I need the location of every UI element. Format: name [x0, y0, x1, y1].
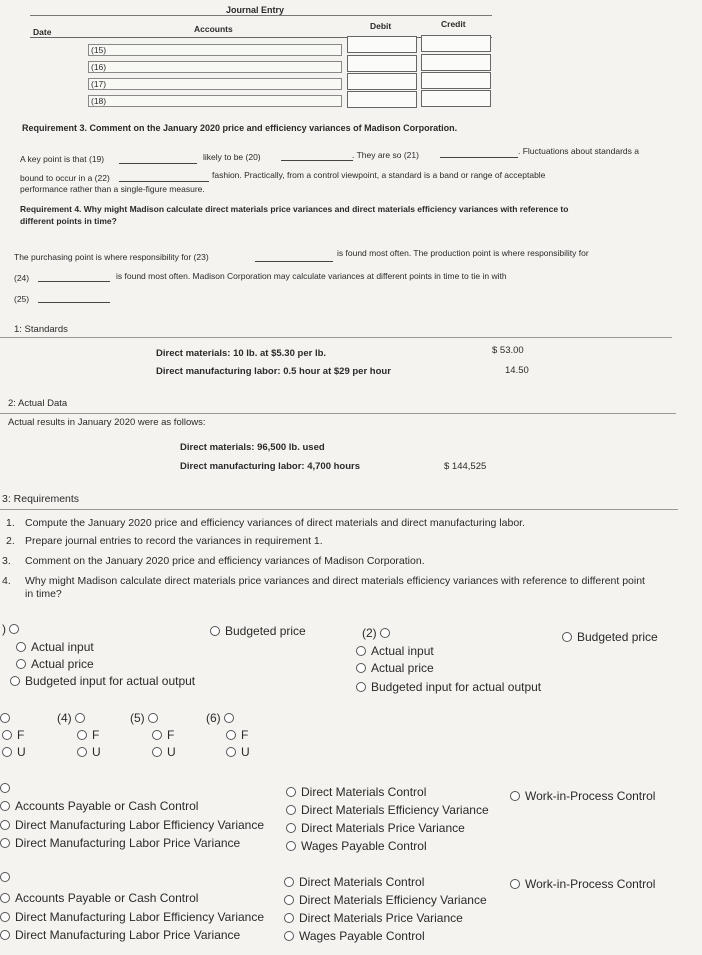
- radio-icon: [0, 801, 10, 811]
- radio-icon: [148, 713, 158, 723]
- radio-icon: [356, 663, 366, 673]
- radio-icon: [152, 747, 162, 757]
- radio-icon: [77, 730, 87, 740]
- accB-dml-efficiency[interactable]: Direct Manufacturing Labor Efficiency Variance: [0, 910, 264, 924]
- radio-icon: [16, 659, 26, 669]
- radio-icon: [0, 930, 10, 940]
- q1-actual-input[interactable]: Actual input: [16, 640, 94, 654]
- credit-input-17[interactable]: [421, 72, 491, 89]
- journal-row-18: (18): [88, 95, 342, 107]
- q2-label: (2): [362, 626, 377, 640]
- radio-icon: [286, 787, 296, 797]
- journal-title: Journal Entry: [226, 5, 285, 15]
- q2-budgeted-input[interactable]: Budgeted input for actual output: [356, 680, 541, 694]
- accA-wages-payable[interactable]: Wages Payable Control: [286, 839, 427, 853]
- q1-budgeted-price[interactable]: Budgeted price: [210, 624, 306, 638]
- requirement-4-cont: in time?: [25, 588, 62, 600]
- standards-rule: [0, 337, 672, 338]
- req3-text-20: likely to be (20): [203, 152, 261, 162]
- blank-20[interactable]: [281, 159, 353, 161]
- accA-dml-efficiency[interactable]: Direct Manufacturing Labor Efficiency Variance: [0, 818, 264, 832]
- radio-icon: [286, 841, 296, 851]
- accA-dm-price[interactable]: Direct Materials Price Variance: [286, 821, 465, 835]
- debit-input-16[interactable]: [347, 55, 417, 72]
- radio-icon: [286, 823, 296, 833]
- q5-label: (5): [130, 711, 145, 725]
- accA-option-blank[interactable]: [0, 781, 15, 795]
- journal-col-credit: Credit: [441, 19, 466, 29]
- radio-icon: [284, 913, 294, 923]
- req4-text-purch: is found most often. The production point is where responsibility for: [337, 248, 589, 258]
- q6-label: (6): [206, 711, 221, 725]
- radio-icon: [75, 713, 85, 723]
- requirement-2-num: 2.: [6, 535, 15, 547]
- req4-heading-cont: different points in time?: [20, 216, 117, 226]
- accB-wages-payable[interactable]: Wages Payable Control: [284, 929, 425, 943]
- credit-input-15[interactable]: [421, 35, 491, 52]
- q1-budgeted-input[interactable]: Budgeted input for actual output: [10, 674, 195, 688]
- req3-text-perf: performance rather than a single-figure measure.: [20, 184, 205, 194]
- credit-input-16[interactable]: [421, 54, 491, 71]
- req4-heading: Requirement 4. Why might Madison calculate direct materials price variances and direct materials efficiency variances with reference to: [20, 204, 569, 214]
- req3-text-22: bound to occur in a (22): [20, 173, 110, 183]
- radio-icon: [16, 642, 26, 652]
- journal-row-17: (17): [88, 78, 342, 90]
- q1-actual-price[interactable]: Actual price: [16, 657, 94, 671]
- req3-text-19: A key point is that (19): [20, 154, 105, 164]
- radio-icon: [0, 872, 10, 882]
- req3-heading: Requirement 3. Comment on the January 2020 price and efficiency variances of Madison Corporation.: [22, 123, 458, 133]
- accB-accounts-payable[interactable]: Accounts Payable or Cash Control: [0, 891, 198, 905]
- req4-text-prod: is found most often. Madison Corporation may calculate variances at different points in time to tie in with: [116, 271, 507, 281]
- blank-21[interactable]: [440, 156, 518, 158]
- req4-label-25: (25): [14, 294, 30, 304]
- radio-icon: [286, 805, 296, 815]
- radio-icon: [210, 626, 220, 636]
- actual-dl: Direct manufacturing labor: 4,700 hours: [180, 461, 361, 472]
- requirement-2: Prepare journal entries to record the variances in requirement 1.: [25, 535, 323, 547]
- radio-icon: [284, 931, 294, 941]
- radio-icon: [226, 730, 236, 740]
- radio-icon: [356, 646, 366, 656]
- accB-dm-efficiency[interactable]: Direct Materials Efficiency Variance: [284, 893, 487, 907]
- accB-wip-control[interactable]: Work-in-Process Control: [510, 877, 655, 891]
- standards-dm: Direct materials: 10 lb. at $5.30 per lb.: [156, 348, 327, 359]
- radio-icon: [224, 713, 234, 723]
- req3-text-21: . They are so (21): [352, 150, 419, 160]
- q4-label: (4): [57, 711, 72, 725]
- blank-19[interactable]: [119, 162, 197, 164]
- radio-icon: [0, 912, 10, 922]
- q6-u[interactable]: U: [226, 745, 250, 759]
- radio-icon: [2, 730, 12, 740]
- radio-icon: [562, 632, 572, 642]
- standards-heading: 1: Standards: [14, 324, 68, 335]
- radio-icon: [284, 877, 294, 887]
- accA-dm-control[interactable]: Direct Materials Control: [286, 785, 426, 799]
- blank-22[interactable]: [119, 180, 209, 182]
- actual-heading: 2: Actual Data: [8, 398, 68, 409]
- accB-dm-control[interactable]: Direct Materials Control: [284, 875, 424, 889]
- actual-intro: Actual results in January 2020 were as follows:: [8, 417, 206, 428]
- requirements-rule: [0, 509, 678, 510]
- radio-icon: [0, 893, 10, 903]
- blank-23[interactable]: [255, 260, 333, 262]
- requirement-4: Why might Madison calculate direct materials price variances and direct materials efficiency variances with reference to different point: [25, 575, 645, 587]
- req4-text-23: The purchasing point is where responsibility for (23): [14, 252, 209, 262]
- standards-dl: Direct manufacturing labor: 0.5 hour at $29 per hour: [156, 366, 391, 377]
- accA-wip-control[interactable]: Work-in-Process Control: [510, 789, 655, 803]
- q3-f[interactable]: F: [2, 728, 24, 742]
- accA-dml-price[interactable]: Direct Manufacturing Labor Price Variance: [0, 836, 240, 850]
- q2-budgeted-price[interactable]: Budgeted price: [562, 630, 658, 644]
- journal-top-rule: [30, 15, 492, 16]
- radio-icon: [0, 783, 10, 793]
- actual-dm: Direct materials: 96,500 lb. used: [180, 442, 325, 453]
- radio-icon: [226, 747, 236, 757]
- q1-label: ): [2, 622, 6, 636]
- journal-col-accounts: Accounts: [194, 24, 233, 34]
- radio-icon: [77, 747, 87, 757]
- q4-u[interactable]: U: [77, 745, 101, 759]
- journal-col-debit: Debit: [370, 21, 392, 31]
- accB-dml-price[interactable]: Direct Manufacturing Labor Price Variance: [0, 928, 240, 942]
- actual-dl-value: $ 144,525: [444, 461, 487, 472]
- radio-icon: [9, 624, 19, 634]
- q3-option-blank[interactable]: [0, 711, 15, 725]
- accA-dm-efficiency[interactable]: Direct Materials Efficiency Variance: [286, 803, 489, 817]
- radio-icon: [510, 791, 520, 801]
- radio-icon: [0, 820, 10, 830]
- radio-icon: [0, 713, 10, 723]
- credit-input-18[interactable]: [421, 90, 491, 107]
- q6-option-blank[interactable]: [206, 711, 239, 725]
- radio-icon: [380, 628, 390, 638]
- journal-row-15: (15): [88, 44, 342, 56]
- radio-icon: [0, 838, 10, 848]
- q6-f[interactable]: F: [226, 728, 248, 742]
- radio-icon: [2, 747, 12, 757]
- req3-text-fluct: . Fluctuations about standards a: [518, 146, 639, 156]
- q4-f[interactable]: F: [77, 728, 99, 742]
- q5-option-blank[interactable]: [130, 711, 163, 725]
- debit-input-18[interactable]: [347, 91, 417, 108]
- debit-input-15[interactable]: [347, 36, 417, 53]
- requirement-3: Comment on the January 2020 price and efficiency variances of Madison Corporation.: [25, 555, 425, 567]
- q2-actual-input[interactable]: Actual input: [356, 644, 434, 658]
- requirement-3-num: 3.: [2, 555, 11, 567]
- journal-col-date: Date: [33, 27, 52, 37]
- req4-label-24: (24): [14, 273, 30, 283]
- q1-option-blank[interactable]: [2, 622, 24, 636]
- accB-dm-price[interactable]: Direct Materials Price Variance: [284, 911, 463, 925]
- q2-actual-price[interactable]: Actual price: [356, 661, 434, 675]
- blank-25[interactable]: [38, 301, 110, 303]
- q5-f[interactable]: F: [152, 728, 174, 742]
- actual-rule: [0, 413, 676, 414]
- radio-icon: [510, 879, 520, 889]
- q5-u[interactable]: U: [152, 745, 176, 759]
- radio-icon: [356, 682, 366, 692]
- requirement-1-num: 1.: [6, 517, 15, 529]
- radio-icon: [152, 730, 162, 740]
- debit-input-17[interactable]: [347, 73, 417, 90]
- requirement-4-num: 4.: [2, 575, 11, 587]
- journal-row-16: (16): [88, 61, 342, 73]
- radio-icon: [284, 895, 294, 905]
- q2-option-blank[interactable]: [362, 626, 395, 640]
- q4-option-blank[interactable]: [57, 711, 90, 725]
- requirement-1: Compute the January 2020 price and efficiency variances of direct materials and direct manufacturing labor.: [25, 517, 525, 529]
- accA-accounts-payable[interactable]: Accounts Payable or Cash Control: [0, 799, 198, 813]
- standards-dl-value: 14.50: [505, 365, 529, 376]
- radio-icon: [10, 676, 20, 686]
- req3-text-band: fashion. Practically, from a control viewpoint, a standard is a band or range of acceptable: [212, 170, 546, 180]
- requirements-heading: 3: Requirements: [2, 493, 80, 505]
- q3-u[interactable]: U: [2, 745, 26, 759]
- blank-24[interactable]: [38, 280, 110, 282]
- standards-dm-value: $ 53.00: [492, 345, 524, 356]
- accB-option-blank[interactable]: [0, 870, 15, 884]
